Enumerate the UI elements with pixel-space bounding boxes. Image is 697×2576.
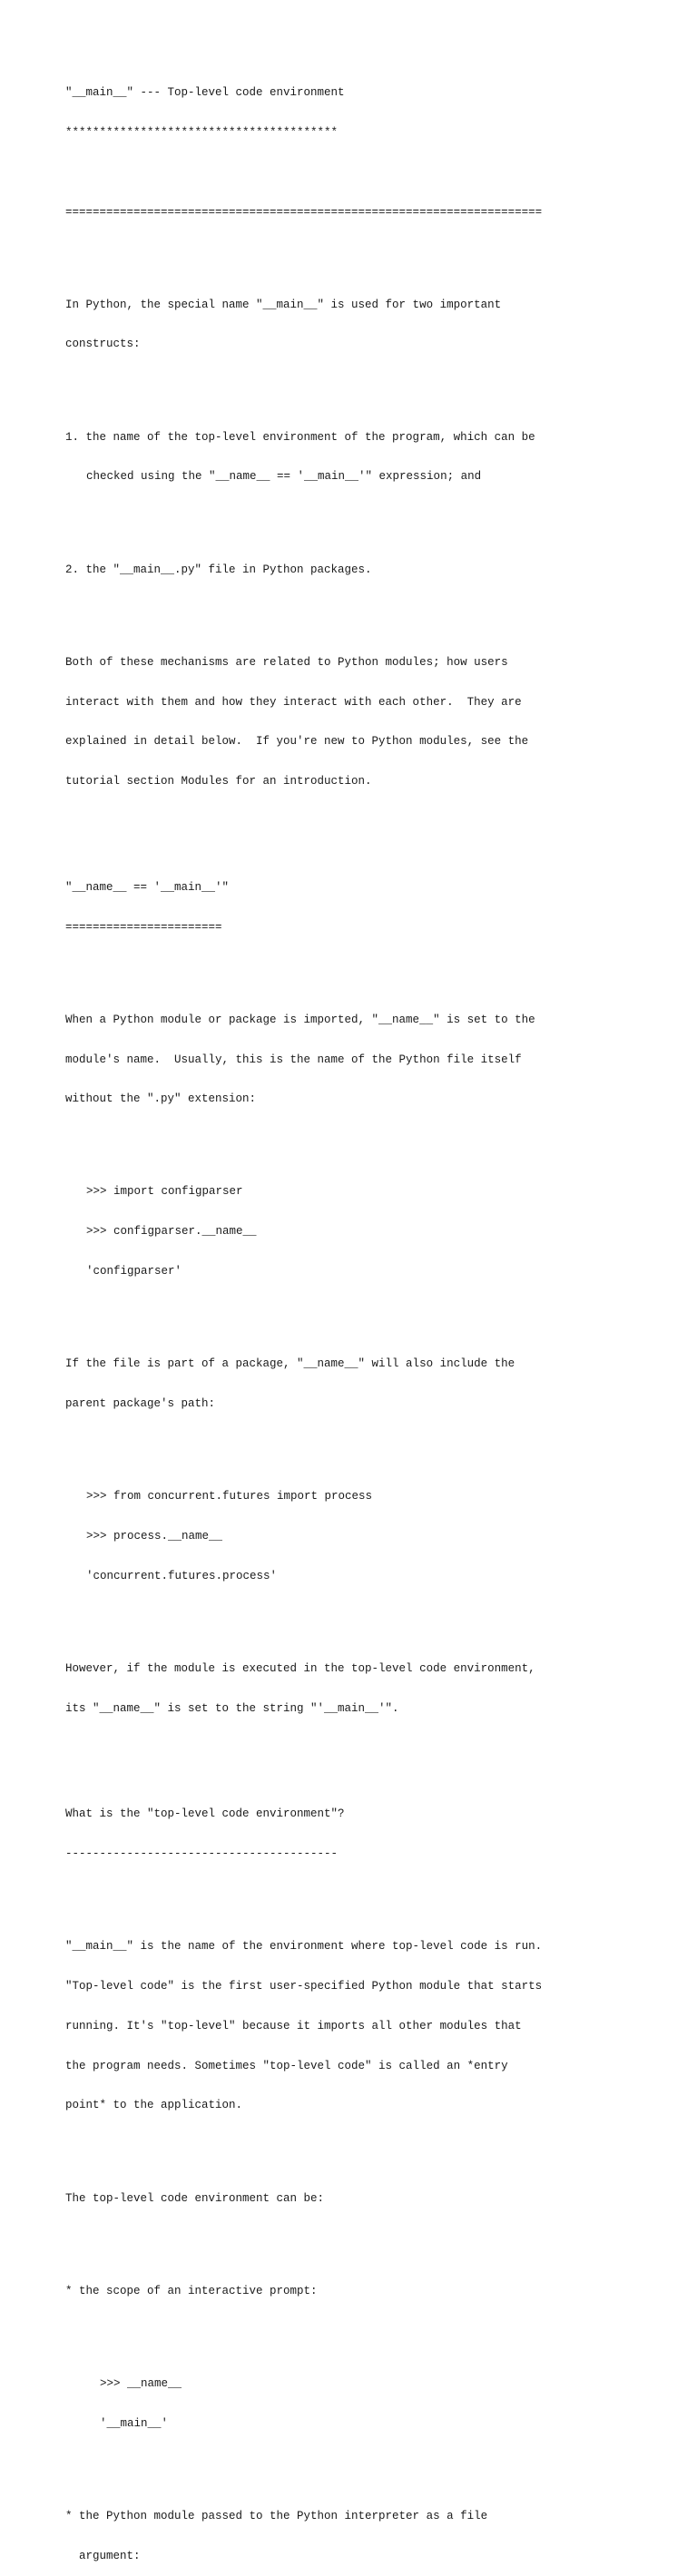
spacer	[65, 166, 682, 180]
paragraph-line: When a Python module or package is imported, "__name__" is set to the	[65, 1013, 535, 1026]
spacer	[65, 510, 682, 524]
code-line: >>> __name__	[100, 2376, 182, 2390]
spacer	[65, 1609, 682, 1622]
intro-line: constructs:	[65, 338, 141, 351]
spacer	[65, 245, 682, 259]
paragraph-line: explained in detail below. If you're new to Python modules, see the	[65, 735, 529, 749]
list-item-1-continuation: checked using the "__name__ == '__main__'" expression; and	[86, 470, 482, 484]
spacer	[65, 2456, 682, 2470]
paragraph-line: parent package's path:	[65, 1396, 216, 1410]
bullet-item: * the scope of an interactive prompt:	[65, 2284, 318, 2297]
spacer	[65, 1305, 682, 1318]
spacer	[65, 960, 682, 974]
code-line: 'concurrent.futures.process'	[86, 1569, 278, 1582]
paragraph-line: the program needs. Sometimes "top-level code" is called an *entry	[65, 2059, 508, 2072]
spacer	[65, 1437, 682, 1451]
title-underline: ****************************************	[65, 125, 339, 139]
spacer	[65, 602, 682, 616]
spacer	[65, 815, 682, 841]
subsection-heading-underline: ----------------------------------------	[65, 1847, 339, 1861]
code-line: >>> from concurrent.futures import process	[86, 1490, 373, 1503]
bullet-item: * the Python module passed to the Python interpreter as a file	[65, 2509, 488, 2522]
paragraph-line: Both of these mechanisms are related to Python modules; how users	[65, 655, 508, 669]
section-divider: ======================================================================	[65, 205, 543, 219]
intro-line: In Python, the special name "__main__" is used for two important	[65, 298, 502, 311]
paragraph-line: If the file is part of a package, "__name__" will also include the	[65, 1357, 515, 1371]
subsection-heading: What is the "top-level code environment"?	[65, 1807, 345, 1821]
paragraph-line: running. It's "top-level" because it imports all other modules that	[65, 2019, 522, 2032]
paragraph-line: tutorial section Modules for an introduction.	[65, 775, 372, 788]
paragraph-line: interact with them and how they interact with each other. They are	[65, 695, 522, 709]
spacer	[65, 1887, 682, 1901]
paragraph-line: "__main__" is the name of the environment where top-level code is run.	[65, 1940, 543, 1954]
page-title: "__main__" --- Top-level code environment	[65, 86, 345, 100]
paragraph-line: point* to the application.	[65, 2099, 243, 2112]
list-item-1: 1. the name of the top-level environment of the program, which can be	[65, 430, 535, 444]
spacer	[65, 1132, 682, 1146]
code-line: >>> configparser.__name__	[86, 1225, 257, 1239]
list-item-2: 2. the "__main__.py" file in Python packages.	[65, 563, 372, 576]
spacer	[65, 2231, 682, 2245]
paragraph-line: its "__name__" is set to the string "'__main__'".	[65, 1701, 399, 1715]
code-line: '__main__'	[100, 2416, 169, 2430]
bullet-item-continuation: argument:	[79, 2549, 141, 2562]
paragraph-line: without the ".py" extension:	[65, 1092, 257, 1106]
paragraph-line: The top-level code environment can be:	[65, 2191, 325, 2205]
spacer	[65, 2325, 682, 2338]
paragraph-line: However, if the module is executed in the top-level code environment,	[65, 1661, 535, 1675]
code-line: 'configparser'	[86, 1265, 182, 1278]
spacer	[65, 2139, 682, 2152]
code-line: >>> process.__name__	[86, 1529, 223, 1543]
section-heading: "__name__ == '__main__'"	[65, 880, 230, 894]
paragraph-line: "Top-level code" is the first user-specified Python module that starts	[65, 1980, 543, 1993]
section-heading-underline: =======================	[65, 920, 222, 934]
spacer	[65, 377, 682, 391]
document-page	[65, 60, 682, 2576]
spacer	[65, 1741, 682, 1768]
code-line: >>> import configparser	[86, 1185, 243, 1199]
paragraph-line: module's name. Usually, this is the name of the Python file itself	[65, 1053, 522, 1066]
